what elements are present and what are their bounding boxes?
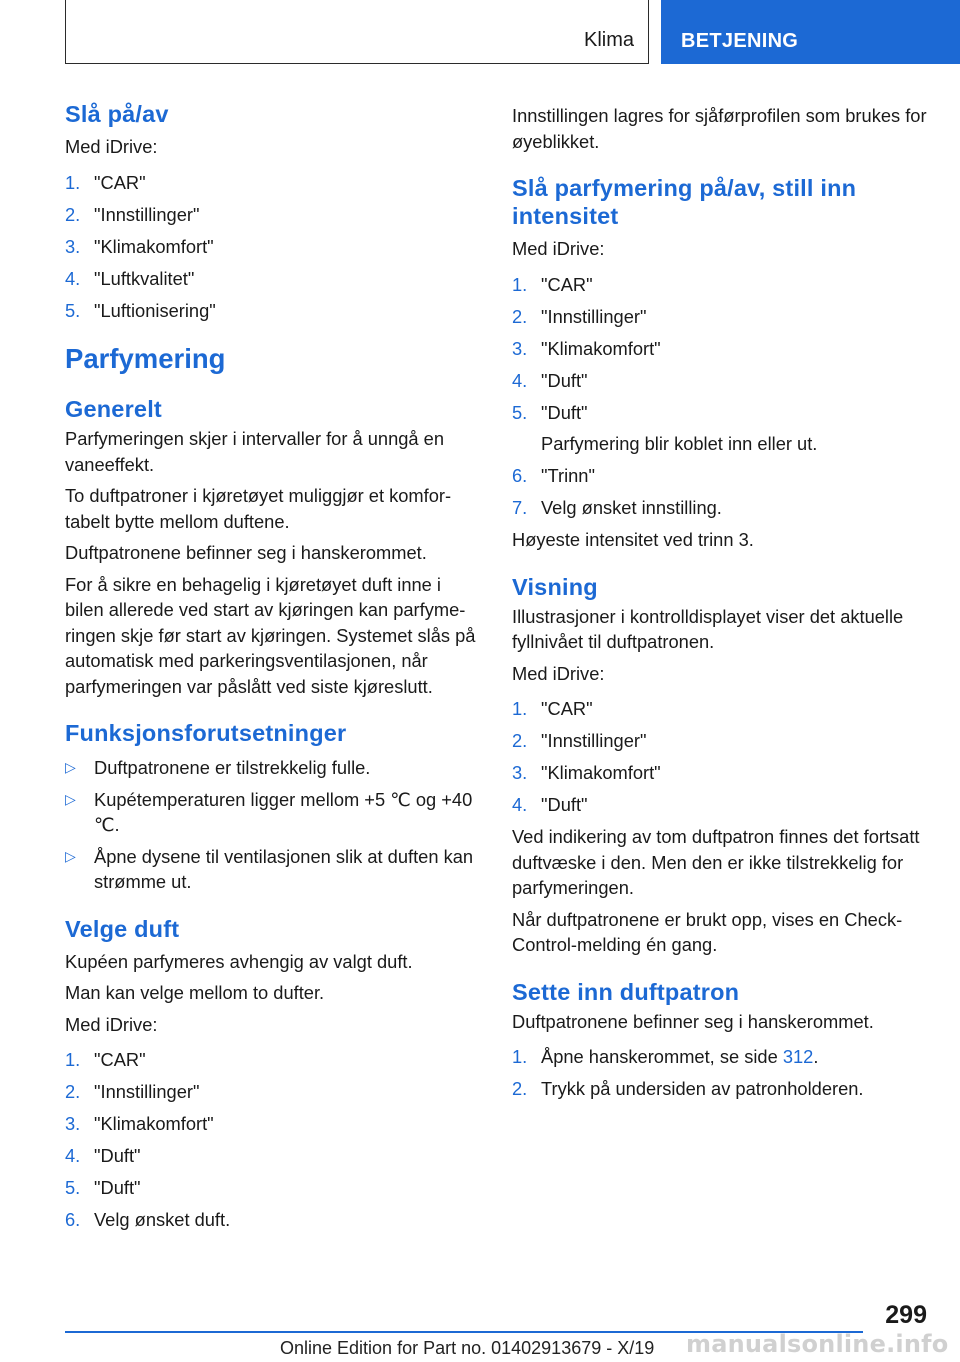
steps-velge-duft xyxy=(65,1047,480,1233)
paragraph: Kupéen parfymeres avhengig av valgt duft. xyxy=(65,950,413,972)
heading-sla-parfymering: Slå parfymering på/av, still inn intensitet xyxy=(512,175,857,229)
paragraph: Innstillingen lagres for sjåførprofilen som brukes for øyeblikket. xyxy=(512,105,927,152)
header-section-title: Klima xyxy=(583,29,634,51)
list-item: 4. "Duft" xyxy=(65,1145,141,1166)
paragraph: Illustrasjoner i kontrolldisplayet viser det aktuelle fyllnivået til duftpatronen. xyxy=(512,605,904,652)
list-item: 4. "Duft" xyxy=(512,794,588,815)
intro-idrive: Med iDrive: xyxy=(512,238,605,259)
intro-idrive: Med iDrive: xyxy=(512,662,605,684)
list-item: 6. "Trinn" xyxy=(512,465,595,486)
list-item: 5. "Duft" xyxy=(65,1177,141,1198)
list-item: ▷ Kupétemperaturen ligger mellom +5 ℃ og +40 ℃. xyxy=(65,788,473,835)
list-item: 2. "Innstillinger" xyxy=(512,730,647,751)
intro-idrive: Med iDrive: xyxy=(65,136,158,157)
heading-visning: Visning xyxy=(512,573,598,600)
intro-idrive: Med iDrive: xyxy=(65,1013,158,1035)
paragraph: To duftpatroner i kjøretøyet muliggjør et komfortabelt bytte mellom duftene. xyxy=(65,485,452,532)
steps-visning xyxy=(512,696,930,818)
heading-generelt: Generelt xyxy=(65,396,162,422)
list-item: 3. "Klimakomfort" xyxy=(512,337,661,359)
paragraph: Duftpatronene befinner seg i hanskerommet. xyxy=(65,542,427,563)
list-item: 5. "Luftionisering" xyxy=(65,299,216,321)
steps-sla-pa-av xyxy=(65,170,480,324)
paragraph: Man kan velge mellom to dufter. xyxy=(65,982,325,1003)
watermark: manualsonline.info xyxy=(686,1330,949,1358)
conditions-list xyxy=(65,755,480,895)
left-column xyxy=(65,100,480,1239)
triangle-bullet-icon: ▷ xyxy=(65,759,76,775)
paragraph: Høyeste intensitet ved trinn 3. xyxy=(512,529,754,550)
list-item: ▷ Duftpatronene er tilstrekkelig fulle. xyxy=(65,755,480,781)
list-item: 4. "Luftkvalitet" xyxy=(65,267,195,289)
list-item: 2. "Innstillinger" xyxy=(65,203,200,225)
list-item: 2. "Innstillinger" xyxy=(65,1081,200,1102)
steps-sette-inn xyxy=(512,1044,930,1102)
triangle-bullet-icon: ▷ xyxy=(65,847,76,864)
list-item: 1. "CAR" xyxy=(65,171,146,193)
step-note: Parfymering blir koblet inn eller ut. xyxy=(541,433,818,454)
paragraph: For å sikre en behagelig i kjøretøyet duft inne i bilen allerede ved start av kjøringen kan parfymeringen skje før start av kjøringen. Systemet slås på automatisk med parkeringsventilasjonen, når parfymeringen var påslått ved siste kjøreslutt. xyxy=(65,573,476,697)
list-item: 3. "Klimakomfort" xyxy=(65,1113,214,1134)
list-item: 7. Velg ønsket innstilling. xyxy=(512,497,722,518)
list-item: ▷ Åpne dysene til ventilasjonen slik at duften kan strømme ut. xyxy=(65,845,474,892)
steps-parfymering-intensitet xyxy=(512,272,930,521)
page-number: 299 xyxy=(885,1301,927,1329)
page-link-312[interactable]: 312 xyxy=(782,1046,814,1067)
paragraph: Ved indikering av tom duftpatron finnes det fortsatt duftvæske i den. Men den er ikke tilstrekkelig for parfymeringen. xyxy=(512,826,920,898)
heading-funksjonsforutsetninger: Funksjonsforutsetninger xyxy=(65,720,347,746)
heading-sette-inn-duftpatron: Sette inn duftpatron xyxy=(512,978,740,1005)
list-item: 2. Trykk på undersiden av patronholderen. xyxy=(512,1078,864,1099)
heading-parfymering: Parfymering xyxy=(65,343,226,374)
paragraph: Når duftpatronene er brukt opp, vises en Check-Control-melding én gang. xyxy=(512,908,903,955)
list-item: 3. "Klimakomfort" xyxy=(65,235,214,257)
heading-sla-pa-av: Slå på/av xyxy=(65,101,169,127)
list-item: 2. "Innstillinger" xyxy=(512,305,647,327)
list-item: 3. "Klimakomfort" xyxy=(512,762,661,783)
right-column xyxy=(512,100,930,1108)
triangle-bullet-icon: ▷ xyxy=(65,790,76,807)
list-item: 6. Velg ønsket duft. xyxy=(65,1209,231,1230)
header-chapter-title: BETJENING xyxy=(681,30,799,52)
paragraph: Parfymeringen skjer i intervaller for å unngå en vaneeffekt. xyxy=(65,428,445,475)
list-item: 1. "CAR" xyxy=(512,273,593,295)
footer-edition: Online Edition for Part no. 01402913679 - X/19 xyxy=(280,1338,655,1358)
header-frame xyxy=(65,0,649,64)
paragraph: Duftpatronene befinner seg i hanskerommet. xyxy=(512,1010,874,1032)
header-chapter-tab xyxy=(661,0,960,64)
list-item: 1. "CAR" xyxy=(512,698,593,719)
list-item: 4. "Duft" xyxy=(512,369,588,391)
list-item: 5. "Duft" Parfymering blir koblet inn eller ut. xyxy=(512,400,930,457)
list-item: 1. Åpne hanskerommet, se side 312. xyxy=(512,1046,819,1067)
list-item: 1. "CAR" xyxy=(65,1049,146,1070)
heading-velge-duft: Velge duft xyxy=(65,915,180,942)
